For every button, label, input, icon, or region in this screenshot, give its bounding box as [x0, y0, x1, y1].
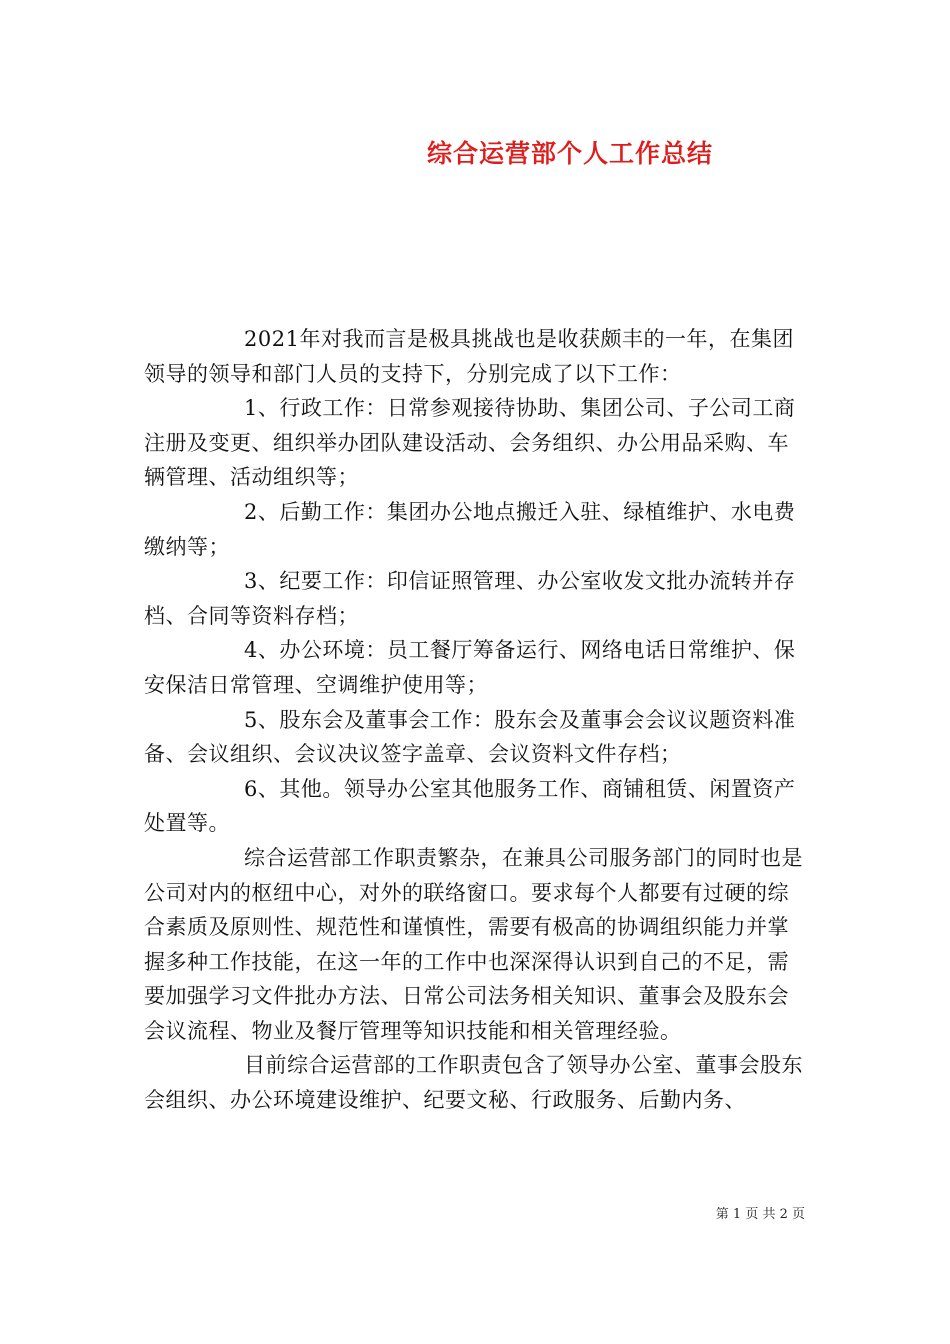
paragraph-item-4: 4、办公环境：员工餐厅筹备运行、网络电话日常维护、保安保洁日常管理、空调维护使用等； [144, 638, 796, 697]
paragraph-item-2: 2、后勤工作：集团办公地点搬迁入驻、绿植维护、水电费缴纳等； [144, 499, 796, 559]
document-title: 综合运营部个人工作总结 [426, 139, 713, 168]
paragraph-current-duties: 目前综合运营部的工作职责包含了领导办公室、董事会股东会组织、办公环境建设维护、纪要文秘、行政服务、后勤内务、 [144, 1053, 803, 1113]
paragraph-item-3: 3、纪要工作：印信证照管理、办公室收发文批办流转并存档、合同等资料存档； [144, 569, 796, 628]
paragraph-intro: 2021年对我而言是极具挑战也是收获颇丰的一年，在集团领导的领导和部门人员的支持下，分别完成了以下工作： [144, 327, 794, 386]
paragraph-item-5: 5、股东会及董事会工作：股东会及董事会会议议题资料准备、会议组织、会议决议签字盖章、会议资料文件存档； [144, 707, 796, 767]
paragraph-item-1: 1、行政工作：日常参观接待协助、集团公司、子公司工商注册及变更、组织举办团队建设活动、会务组织、办公用品采购、车辆管理、活动组织等； [144, 396, 796, 490]
paragraph-reflection: 综合运营部工作职责繁杂，在兼具公司服务部门的同时也是公司对内的枢纽中心，对外的联络窗口。要求每个人都要有过硬的综合素质及原则性、规范性和谨慎性，需要有极高的协调组织能力并掌握多种工作技能，在这一年的工作中也深深得认识到自己的不足，需要加强学习文件批办方法、日常公司法务相关知识、董事会及股东会会议流程、物业及餐厅管理等知识技能和相关管理经验。 [144, 845, 803, 1043]
paragraph-item-6: 6、其他。领导办公室其他服务工作、商铺租赁、闲置资产处置等。 [144, 776, 796, 836]
page-number: 第 1 页 共 2 页 [715, 1207, 805, 1222]
document-body [144, 322, 810, 1118]
